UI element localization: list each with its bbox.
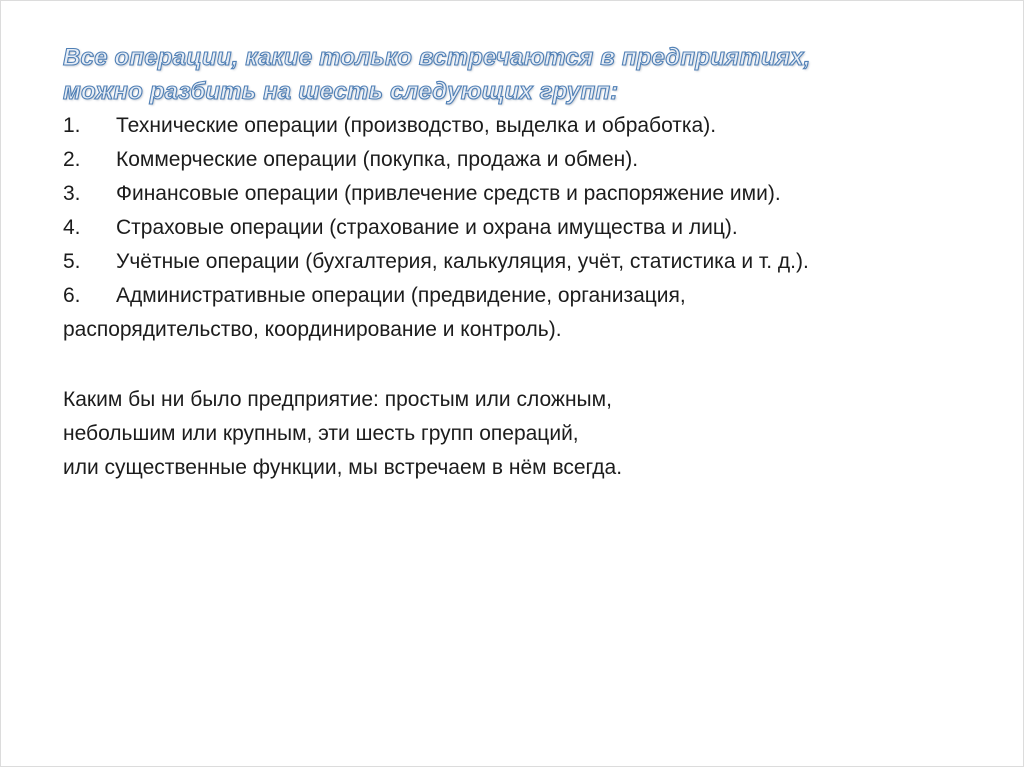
list-item-text: Страховые операции (страхование и охрана имущества и лиц).	[116, 216, 738, 239]
summary-paragraph	[63, 383, 993, 485]
list-item-number: 1.	[63, 114, 81, 137]
list-item-5	[63, 245, 993, 279]
list-item-number: 5.	[63, 250, 81, 273]
list-item-text: Технические операции (производство, выделка и обработка).	[116, 114, 717, 137]
heading-line-2: можно разбить на шесть следующих групп:	[63, 78, 619, 105]
list-item-6-continuation: распорядительство, координирование и контроль).	[63, 318, 562, 341]
list-item-1	[63, 109, 993, 143]
list-item-6	[63, 279, 993, 313]
list-item-number: 3.	[63, 182, 81, 205]
list-item-text: Коммерческие операции (покупка, продажа и обмен).	[116, 148, 639, 171]
operations-list	[63, 109, 993, 313]
paragraph-line-3: или существенные функции, мы встречаем в нём всегда.	[63, 456, 623, 479]
heading-line-1: Все операции, какие только встречаются в предприятиях,	[63, 44, 811, 71]
list-item-number: 2.	[63, 148, 81, 171]
list-item-text: Учётные операции (бухгалтерия, калькуляция, учёт, статистика и т. д.).	[116, 250, 809, 273]
list-item-4	[63, 211, 993, 245]
list-item-2	[63, 143, 993, 177]
paragraph-line-2: небольшим или крупным, эти шесть групп операций,	[63, 422, 579, 445]
list-item-text: Административные операции (предвидение, организация,	[116, 284, 686, 307]
list-item-text: Финансовые операции (привлечение средств и распоряжение ими).	[116, 182, 781, 205]
list-item-3	[63, 177, 993, 211]
paragraph-line-1: Каким бы ни было предприятие: простым или сложным,	[63, 388, 612, 411]
slide-content	[63, 41, 993, 485]
slide-heading	[63, 41, 993, 109]
list-item-number: 4.	[63, 216, 81, 239]
list-item-number: 6.	[63, 284, 81, 307]
